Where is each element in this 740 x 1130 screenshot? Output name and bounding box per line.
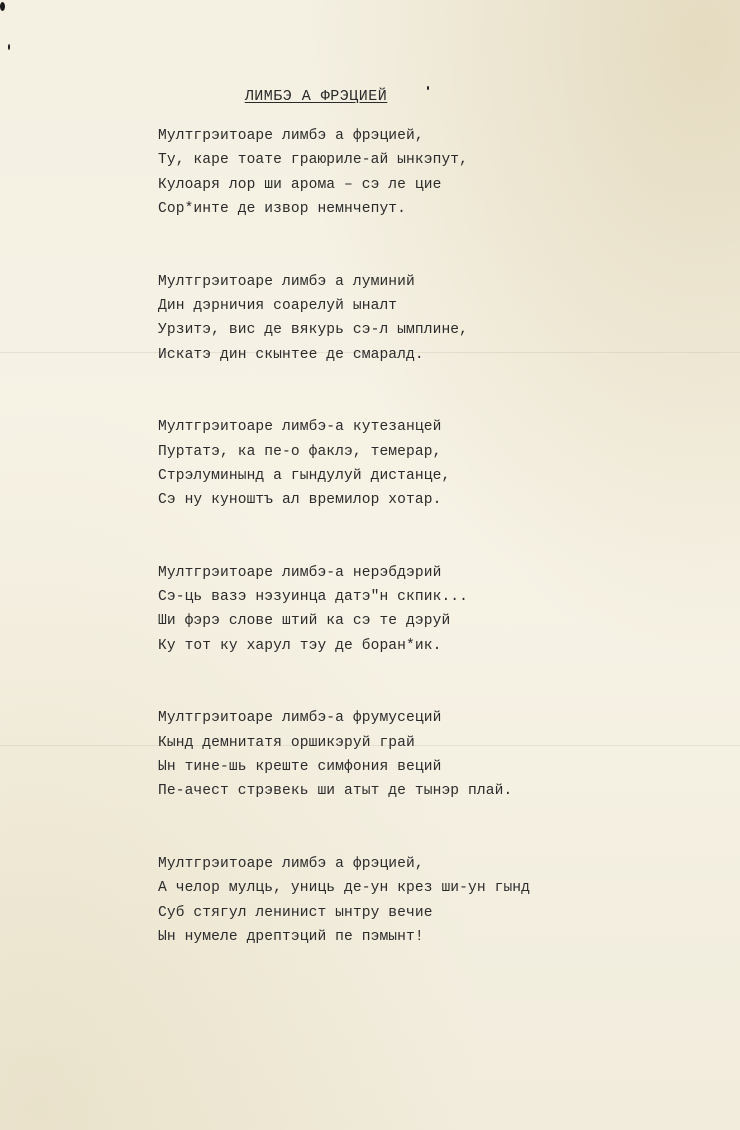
ink-spot (0, 2, 5, 11)
stanza-4 (158, 561, 718, 659)
stanza-6 (158, 852, 718, 950)
poem-line: Стрэлуминынд а гындулуй дистанце, (158, 467, 451, 484)
poem-line: Кулоаря лор ши арома – сэ ле цие (158, 176, 442, 193)
poem-line: Пуртатэ, ка пе-о факлэ, темерар, (158, 443, 442, 460)
poem-line: Искатэ дин скынтее де смаралд. (158, 346, 424, 363)
poem-line: Мултгрэитоаре лимбэ-а нерэбдэрий (158, 564, 442, 581)
poem-line: Ту, каре тоате граюриле-ай ынкэпут, (158, 152, 469, 169)
poem-body (158, 124, 718, 997)
stanza-3 (158, 415, 718, 513)
ink-spot (8, 44, 10, 50)
poem-line: Ку тот ку харул тэу де боран*ик. (158, 637, 442, 654)
poem-line: Урзитэ, вис де вякурь сэ-л ымплине, (158, 322, 469, 339)
poem-title: ЛИМБЭ А ФРЭЦИЕЙ (244, 88, 388, 105)
poem-line: Суб стягул ленинист ынтру вечие (158, 904, 433, 921)
poem-line: Сор*инте де извор немнчепут. (158, 201, 407, 218)
poem-line: Ын тине-шь креште симфония веций (158, 759, 442, 776)
stanza-1 (158, 124, 718, 222)
poem-line: А челор мулць, униць де-ун крез ши-ун гынд (158, 880, 531, 897)
poem-line: Дин дэрничия соарелуй ыналт (158, 297, 398, 314)
poem-line: Ши фэрэ слове штий ка сэ те дэруй (158, 613, 451, 630)
stanza-2 (158, 270, 718, 368)
poem-line: Мултгрэитоаре лимбэ а фрэцией, (158, 855, 424, 872)
stanza-5 (158, 706, 718, 804)
poem-line: Кынд демнитатя оршикэруй грай (158, 734, 415, 751)
poem-line: Мултгрэитоаре лимбэ-а кутезанцей (158, 419, 442, 436)
poem-line: Пе-ачест стрэвекь ши атыт де тынэр плай. (158, 783, 513, 800)
poem-line: Сэ-ць вазэ нэзуинца датэ"н скпик... (158, 589, 469, 606)
poem-line: Ын нумеле дрептэций пе пэмынт! (158, 928, 424, 945)
poem-line: Мултгрэитоаре лимбэ-а фрумусеций (158, 710, 442, 727)
poem-line: Мултгрэитоаре лимбэ а луминий (158, 273, 415, 290)
poem-line: Сэ ну куноштъ ал времилор хотар. (158, 492, 442, 509)
poem-line: Мултгрэитоаре лимбэ а фрэцией, (158, 128, 424, 144)
